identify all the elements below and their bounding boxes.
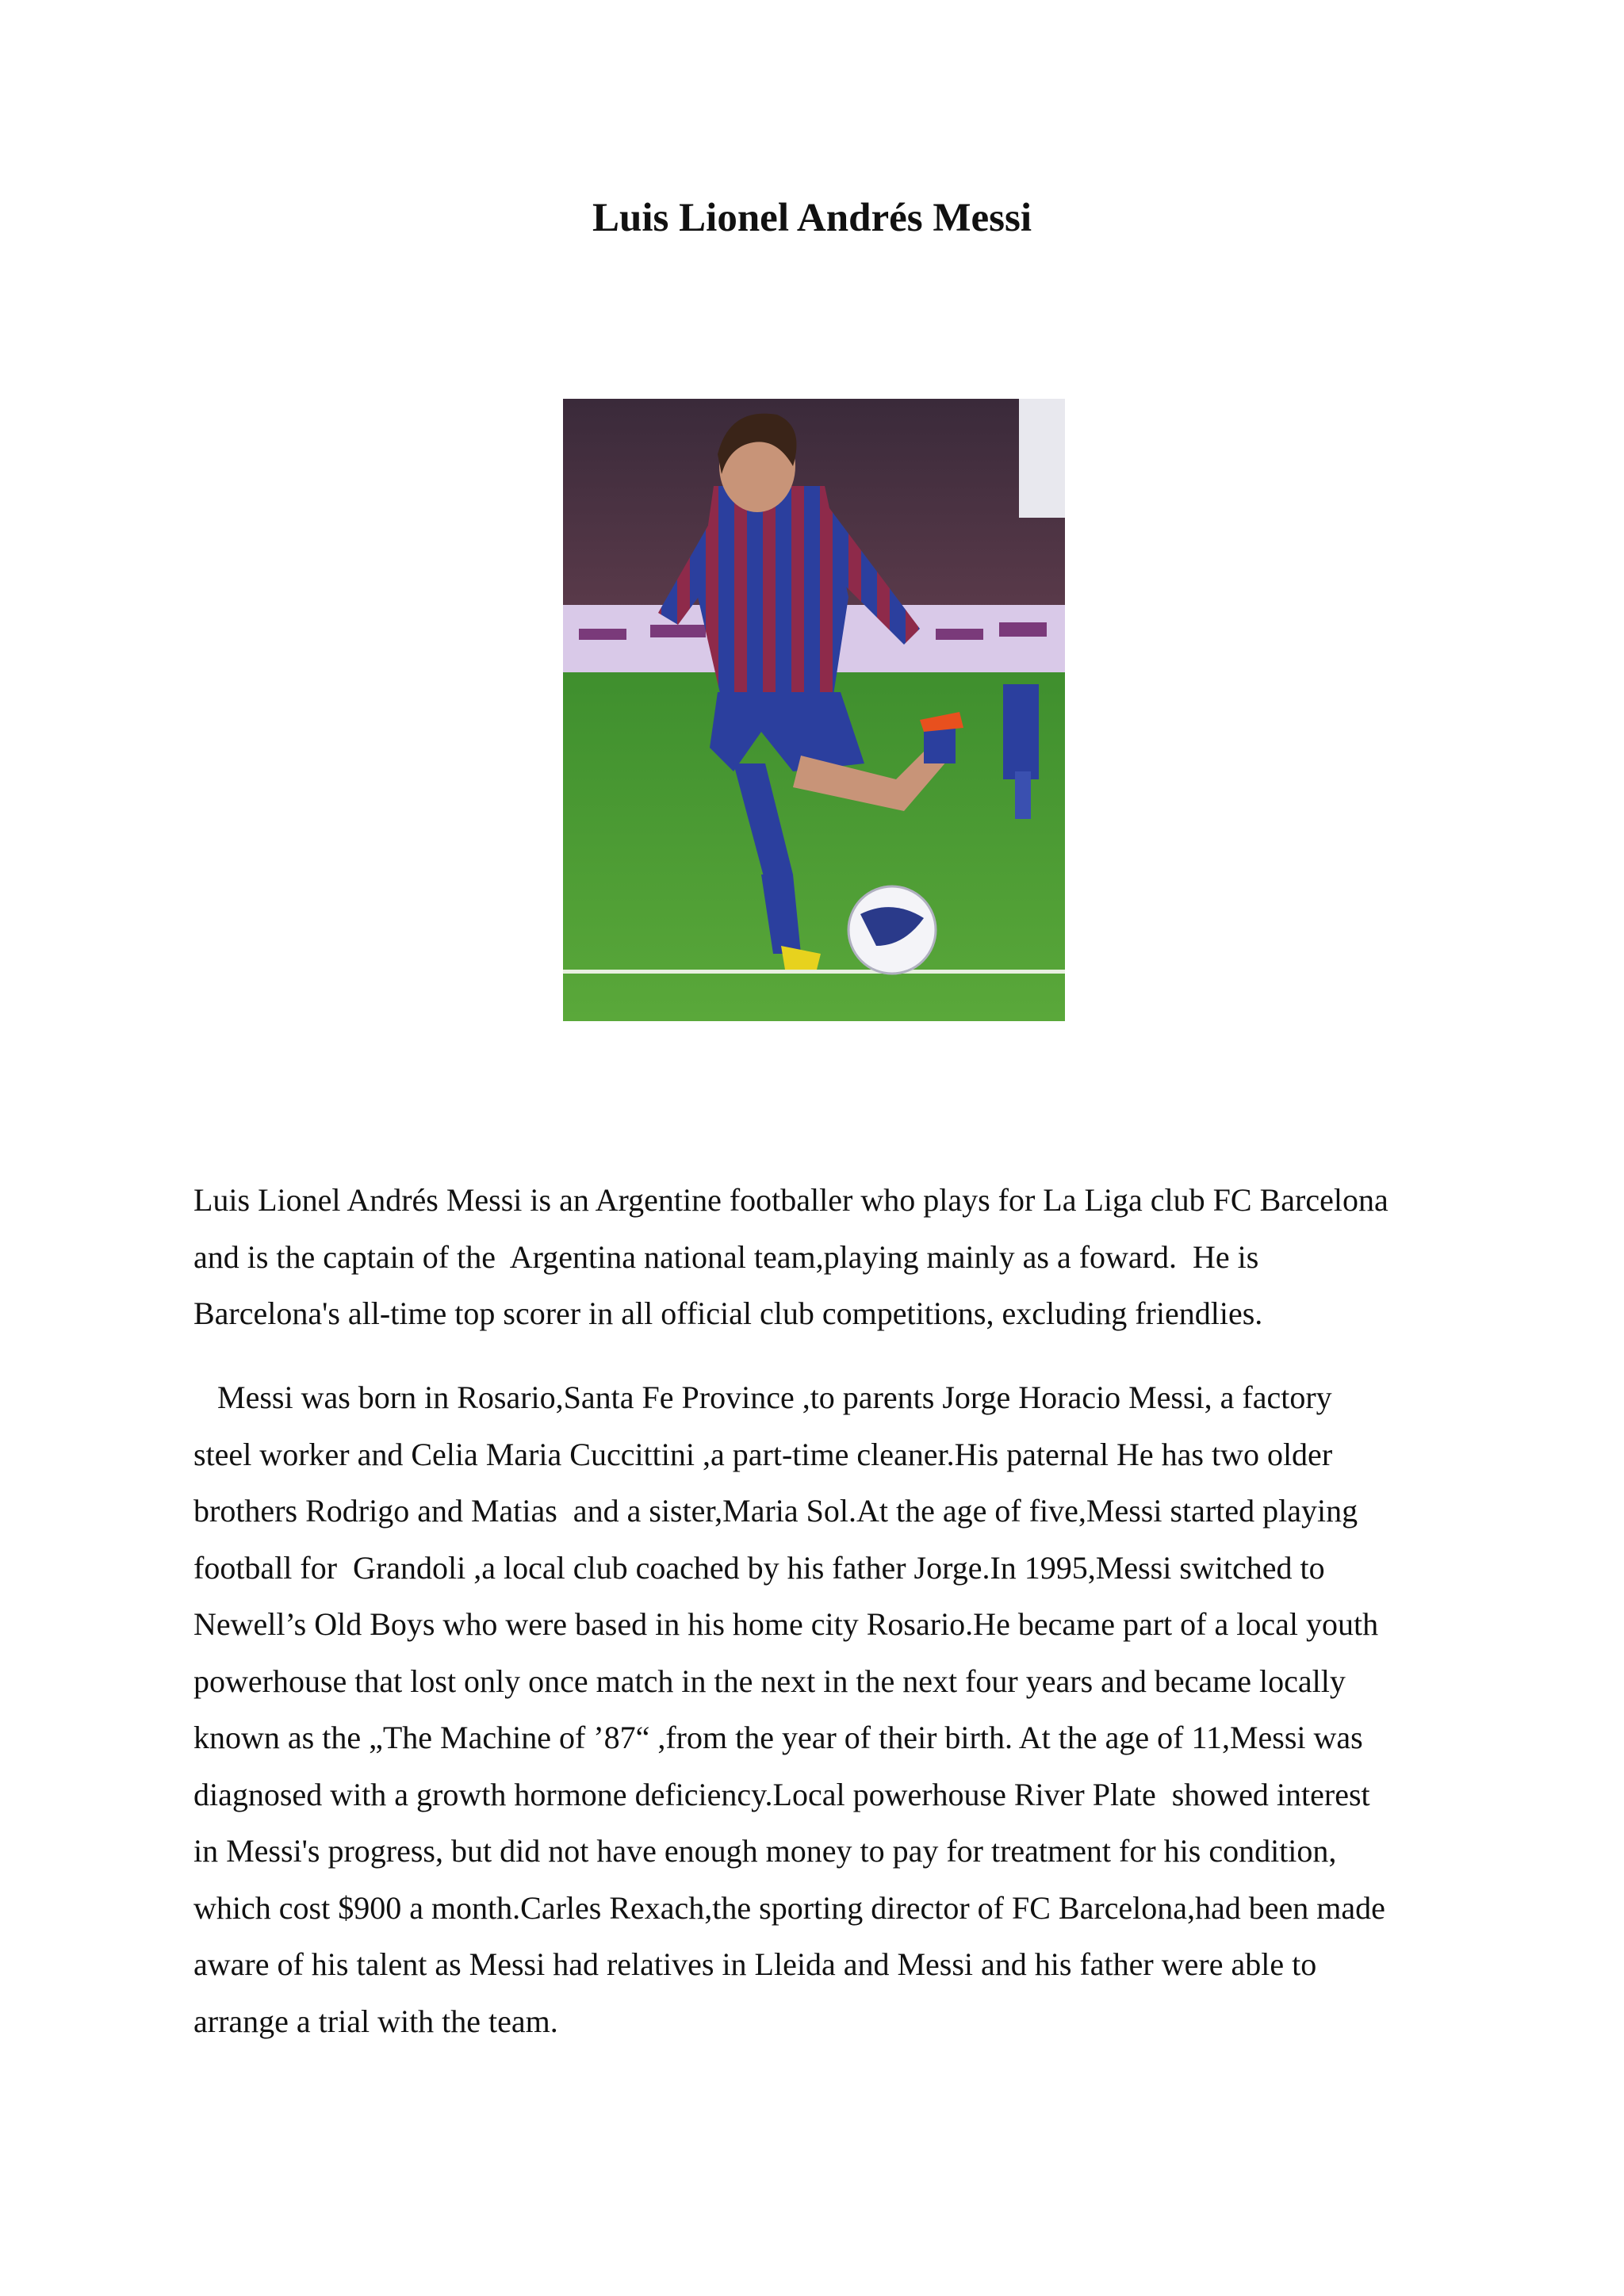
text-line: known as the „The Machine of ’87“ ,from the year of their birth. At the age of 11,Messi was (193, 1720, 1363, 1755)
text-line: arrange a trial with the team. (193, 2003, 558, 2039)
paragraph-early-life (193, 1369, 1446, 2049)
text-line: in Messi's progress, but did not have enough money to pay for treatment for his condition, (193, 1833, 1337, 1869)
text-line: Newell’s Old Boys who were based in his home city Rosario.He became part of a local youth (193, 1606, 1379, 1642)
text-line: diagnosed with a growth hormone deficiency.Local powerhouse River Plate showed interest (193, 1776, 1370, 1812)
text-line: and is the captain of the Argentina national team,playing mainly as a foward. He is (193, 1238, 1259, 1275)
text-line: which cost $900 a month.Carles Rexach,the sporting director of FC Barcelona,had been made (193, 1889, 1385, 1926)
football-player-photo (563, 399, 1065, 1021)
football-player-photo-icon (563, 399, 1065, 1021)
text-line: football for Grandoli ,a local club coached by his father Jorge.In 1995,Messi switched to (193, 1549, 1325, 1586)
text-line: brothers Rodrigo and Matias and a sister,Maria Sol.At the age of five,Messi started playing (193, 1493, 1358, 1529)
text-line: steel worker and Celia Maria Cuccittini ,a part-time cleaner.His paternal He has two older (193, 1436, 1333, 1472)
text-line: Messi was born in Rosario,Santa Fe Province ,to parents Jorge Horacio Messi, a factory (193, 1380, 1332, 1415)
text-line: Luis Lionel Andrés Messi is an Argentine footballer who plays for La Liga club FC Barcelona (193, 1182, 1388, 1218)
paragraph-intro (193, 1172, 1446, 1342)
text-line: powerhouse that lost only once match in the next in the next four years and became locally (193, 1663, 1346, 1699)
text-line: Barcelona's all-time top scorer in all official club competitions, excluding friendlies. (193, 1295, 1263, 1331)
document-title: Luis Lionel Andrés Messi (592, 196, 1032, 240)
text-line: aware of his talent as Messi had relatives in Lleida and Messi and his father were able to (193, 1946, 1317, 1982)
